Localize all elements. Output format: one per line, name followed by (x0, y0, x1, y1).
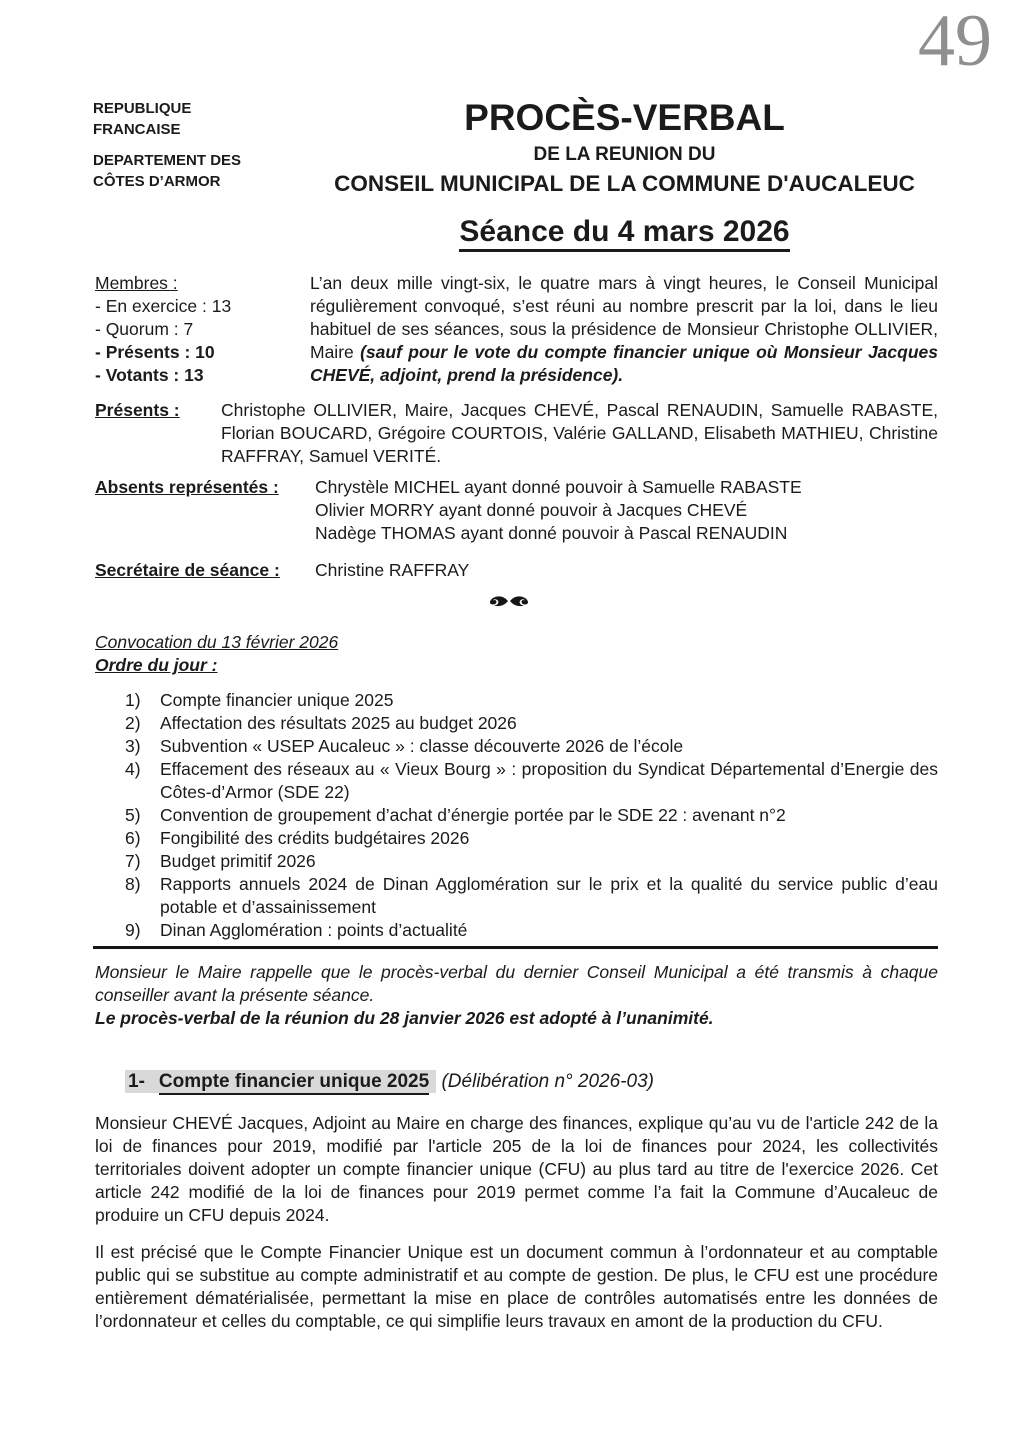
agenda-item-number: 6) (125, 828, 141, 848)
absents-lines (315, 476, 938, 545)
agenda-item (125, 712, 938, 735)
convocation-line: Convocation du 13 février 2026 (95, 632, 339, 652)
absent-line: Olivier MORRY ayant donné pouvoir à Jacques CHEVÉ (315, 500, 748, 520)
department-block (93, 98, 311, 250)
adoption-line: Le procès-verbal de la réunion du 28 janvier 2026 est adopté à l’unanimité. (95, 1008, 714, 1028)
convocation-block (95, 631, 938, 677)
body-paragraph-1: Monsieur CHEVÉ Jacques, Adjoint au Maire en charge des finances, explique qu’au vu de l'article 242 de la loi de finances pour 2019, modifié par l'article 205 de la loi de finances pour 2024, les collectivités territoriales doivent adopter un compte financier unique (CFU) au plus tard au titre de l'exercice 2026. Cet article 242 modifié de la loi de finances pour 2019 permet comme l’a fait la Commune d’Aucaleuc de produire un CFU depuis 2024. (95, 1113, 938, 1225)
agenda-item (125, 735, 938, 758)
secretary-name: Christine RAFFRAY (315, 560, 470, 580)
agenda-item-number: 7) (125, 851, 141, 871)
section-heading (125, 1070, 938, 1094)
members-label: Membres : (95, 273, 178, 293)
agenda-item (125, 689, 938, 712)
presents-row (95, 399, 938, 468)
agenda-item-text: Compte financier unique 2025 (160, 690, 394, 710)
agenda-item-text: Dinan Agglomération : points d’actualité (160, 920, 468, 940)
agenda-item (125, 827, 938, 850)
agenda-item-number: 9) (125, 920, 141, 940)
absent-line: Nadège THOMAS ayant donné pouvoir à Pascal RENAUDIN (315, 523, 788, 543)
agenda-item-text: Budget primitif 2026 (160, 851, 316, 871)
department-label-line2: CÔTES D’ARMOR (93, 173, 221, 190)
republic-label-line1: REPUBLIQUE (93, 100, 192, 117)
absents-label: Absents représentés : (95, 477, 279, 497)
agenda-item-text: Rapports annuels 2024 de Dinan Agglomération sur le prix et la qualité du service public d’eau potable et d’assainissement (160, 874, 938, 917)
section-heading-highlight (125, 1070, 436, 1093)
intro-presidency-note: (sauf pour le vote du compte financier unique où Monsieur Jacques CHEVÉ, adjoint, prend la présidence). (310, 342, 938, 385)
agenda-item-number: 2) (125, 713, 141, 733)
preamble-paragraph: Monsieur le Maire rappelle que le procès-verbal du dernier Conseil Municipal a été transmis à chaque conseiller avant la présente séance. (95, 962, 938, 1005)
agenda-item-number: 1) (125, 690, 141, 710)
page-number: 49 (918, 0, 992, 82)
body-paragraph-2: Il est précisé que le Compte Financier Unique est un document commun à l’ordonnateur et au comptable public qui se substitue au compte administratif et au compte de gestion. De plus, le CFU est une procédure entièrement dématérialisée, permettant la mise en place de contrôles automatisés entre les données de l’ordonnateur et celles du comptable, ce qui simplifie leurs travaux en amont de la production du CFU. (95, 1242, 938, 1331)
members-quorum: - Quorum : 7 (95, 319, 194, 339)
section-number: 1- (128, 1071, 145, 1092)
agenda-item-text: Fongibilité des crédits budgétaires 2026 (160, 828, 470, 848)
members-en-exercice: - En exercice : 13 (95, 296, 232, 316)
spacer (93, 140, 311, 150)
agenda-item-number: 4) (125, 759, 141, 779)
subtitle-line2: CONSEIL MUNICIPAL DE LA COMMUNE D'AUCALEUC (334, 171, 915, 196)
absent-line: Chrystèle MICHEL ayant donné pouvoir à Samuelle RABASTE (315, 477, 802, 497)
section-divider (93, 946, 938, 949)
agenda-item-text: Convention de groupement d’achat d’énergie portée par le SDE 22 : avenant n°2 (160, 805, 786, 825)
agenda-item (125, 758, 938, 804)
agenda-item (125, 804, 938, 827)
agenda-item-text: Effacement des réseaux au « Vieux Bourg » : proposition du Syndicat Départemental d’Energie des Côtes-d’Armor (SDE 22) (160, 759, 938, 802)
intro-text: L’an deux mille vingt-six, le quatre mars à vingt heures, le Conseil Municipal régulièrement convoqué, s’est réuni au nombre prescrit par la loi, dans le lieu habituel de ses séances, sous la présidence de Monsieur Christophe OLLIVIER, Maire (310, 273, 938, 362)
members-section (95, 272, 938, 387)
members-votants: - Votants : 13 (95, 365, 204, 385)
members-block (95, 272, 310, 387)
document-header (0, 0, 1018, 250)
section-title: Compte financier unique 2025 (159, 1071, 429, 1095)
presents-names: Christophe OLLIVIER, Maire, Jacques CHEVÉ, Pascal RENAUDIN, Samuelle RABASTE, Florian BOUCARD, Grégoire COURTOIS, Valérie GALLAND, Elisabeth MATHIEU, Christine RAFFRAY, Samuel VERITÉ. (221, 400, 938, 466)
agenda-item (125, 850, 938, 873)
intro-paragraph (310, 272, 938, 387)
agenda-list (125, 689, 938, 942)
department-label-line1: DEPARTEMENT DES (93, 152, 242, 169)
agenda-item (125, 919, 938, 942)
fleuron-ornament-icon (0, 591, 1018, 614)
session-title: Séance du 4 mars 2026 (311, 214, 938, 250)
deliberation-ref: (Délibération n° 2026-03) (441, 1071, 654, 1092)
presents-label: Présents : (95, 400, 180, 420)
preamble-block (95, 961, 938, 1030)
secretary-row (95, 559, 938, 582)
agenda-item-number: 5) (125, 805, 141, 825)
agenda-item-number: 3) (125, 736, 141, 756)
secretary-label: Secrétaire de séance : (95, 560, 280, 580)
absents-row (95, 476, 938, 545)
agenda-item-text: Affectation des résultats 2025 au budget 2026 (160, 713, 517, 733)
republic-label-line2: FRANCAISE (93, 121, 181, 138)
agenda-item-text: Subvention « USEP Aucaleuc » : classe découverte 2026 de l’école (160, 736, 684, 756)
title-block (311, 98, 938, 250)
main-title: PROCÈS-VERBAL (464, 97, 785, 138)
agenda-item (125, 873, 938, 919)
agenda-label: Ordre du jour : (95, 655, 218, 675)
agenda-item-number: 8) (125, 874, 141, 894)
subtitle-line1: DE LA REUNION DU (533, 144, 716, 165)
members-presents: - Présents : 10 (95, 342, 215, 362)
